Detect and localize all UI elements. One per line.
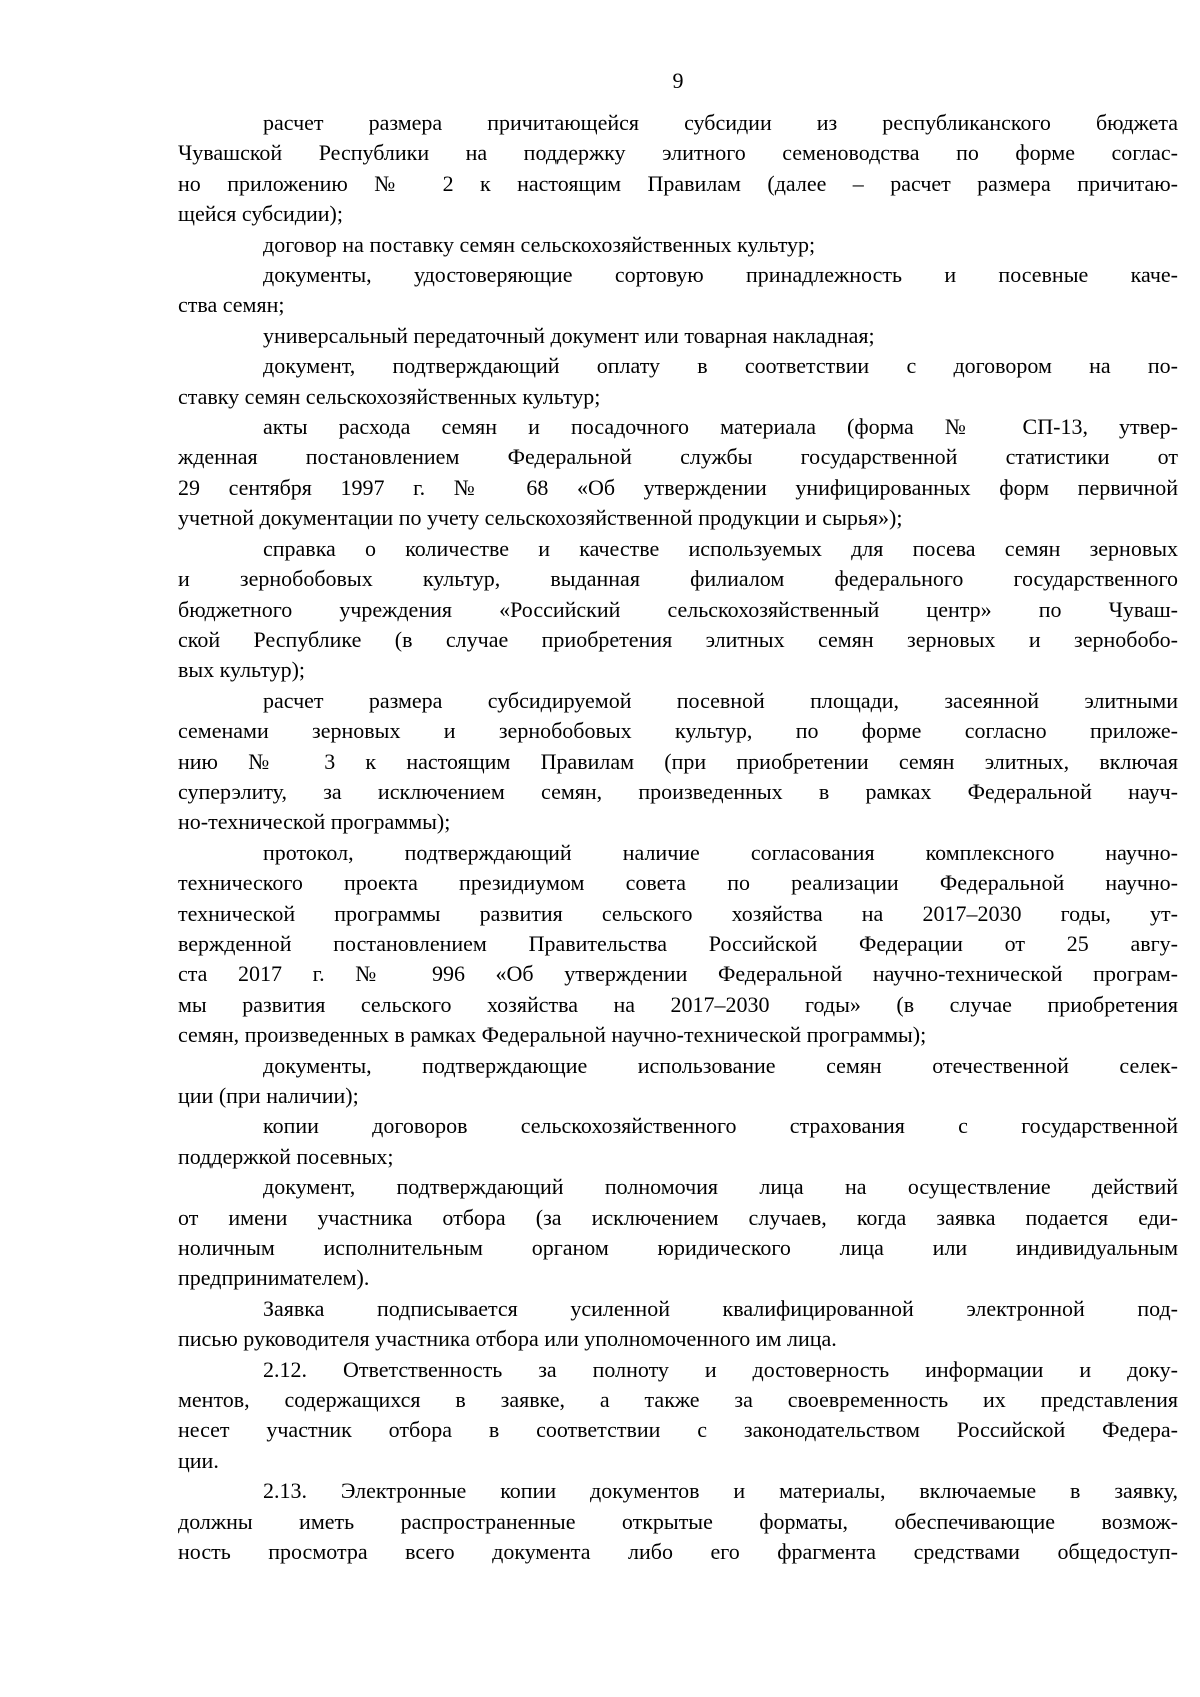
text-line: мы развития сельского хозяйства на 2017–2030 годы» (в случае приобретения <box>178 991 1178 1017</box>
paragraph <box>178 351 1178 412</box>
paragraph <box>178 1476 1178 1567</box>
paragraph <box>178 1172 1178 1294</box>
text-line: и зернобобовых культур, выданная филиалом федерального государственного <box>178 566 1178 592</box>
paragraph <box>178 838 1178 1051</box>
document-content <box>178 66 1178 1568</box>
paragraph <box>178 1111 1178 1172</box>
text-line: поддержкой посевных; <box>178 1143 394 1169</box>
text-line: писью руководителя участника отбора или уполномоченного им лица. <box>178 1326 837 1352</box>
paragraph <box>178 686 1178 838</box>
document-body <box>178 108 1178 1568</box>
text-line: ста 2017 г. № 996 «Об утверждении Федеральной научно-технической програм- <box>178 961 1178 987</box>
text-line: документ, подтверждающий оплату в соответствии с договором на по- <box>263 353 1178 379</box>
text-line: документы, подтверждающие использование семян отечественной селек- <box>263 1052 1178 1078</box>
text-line: вержденной постановлением Правительства Российской Федерации от 25 авгу- <box>178 930 1178 956</box>
text-line: документы, удостоверяющие сортовую принадлежность и посевные каче- <box>263 262 1178 288</box>
text-line: семенами зерновых и зернобобовых культур, по форме согласно приложе- <box>178 718 1178 744</box>
text-line: бюджетного учреждения «Российский сельскохозяйственный центр» по Чуваш- <box>178 596 1178 622</box>
paragraph <box>178 412 1178 534</box>
paragraph <box>178 1355 1178 1477</box>
text-line: щейся субсидии); <box>178 201 343 227</box>
text-line: но-технической программы); <box>178 809 451 835</box>
paragraph <box>178 230 1178 260</box>
paragraph <box>178 108 1178 230</box>
text-line: 2.12. Ответственность за полноту и достоверность информации и доку- <box>263 1356 1178 1382</box>
text-line: протокол, подтверждающий наличие согласования комплексного научно- <box>263 839 1178 865</box>
text-line: расчет размера причитающейся субсидии из республиканского бюджета <box>263 110 1178 135</box>
text-line: семян, произведенных в рамках Федеральной научно-технической программы); <box>178 1022 927 1048</box>
text-line: вых культур); <box>178 657 306 683</box>
page-number: 9 <box>672 68 684 93</box>
text-line: ской Республике (в случае приобретения элитных семян зерновых и зернобобо- <box>178 626 1178 652</box>
text-line: ментов, содержащихся в заявке, а также за своевременность их представления <box>178 1387 1178 1413</box>
text-line: расчет размера субсидируемой посевной площади, засеянной элитными <box>263 687 1178 713</box>
text-line: технического проекта президиумом совета по реализации Федеральной научно- <box>178 870 1178 896</box>
text-line: Чувашской Республики на поддержку элитного семеноводства по форме соглас- <box>178 140 1178 166</box>
text-line: ства семян; <box>178 292 285 318</box>
text-line: ность просмотра всего документа либо его фрагмента средствами общедоступ- <box>178 1539 1178 1565</box>
paragraph <box>178 1294 1178 1355</box>
text-line: справка о количестве и качестве используемых для посева семян зерновых <box>263 535 1178 561</box>
paragraph <box>178 1051 1178 1112</box>
text-line: копии договоров сельскохозяйственного страхования с государственной <box>263 1113 1178 1139</box>
text-line: нию № 3 к настоящим Правилам (при приобретении семян элитных, включая <box>178 748 1178 774</box>
paragraph <box>178 260 1178 321</box>
text-line: несет участник отбора в соответствии с законодательством Российской Федера- <box>178 1417 1178 1443</box>
text-line: ноличным исполнительным органом юридического лица или индивидуальным <box>178 1235 1178 1261</box>
text-line: 2.13. Электронные копии документов и материалы, включаемые в заявку, <box>263 1478 1178 1504</box>
paragraph <box>178 321 1178 351</box>
text-line: ции (при наличии); <box>178 1083 359 1108</box>
text-line: но приложению № 2 к настоящим Правилам (далее – расчет размера причитаю- <box>178 170 1178 196</box>
text-line: ции. <box>178 1447 219 1473</box>
text-line: документ, подтверждающий полномочия лица на осуществление действий <box>263 1174 1178 1200</box>
text-line: жденная постановлением Федеральной службы государственной статистики от <box>178 444 1178 470</box>
text-line: технической программы развития сельского хозяйства на 2017–2030 годы, ут- <box>178 900 1178 926</box>
text-line: предпринимателем). <box>178 1265 370 1291</box>
text-line: суперэлиту, за исключением семян, произведенных в рамках Федеральной науч- <box>178 778 1178 804</box>
text-line: учетной документации по учету сельскохозяйственной продукции и сырья»); <box>178 505 903 531</box>
text-line: 29 сентября 1997 г. № 68 «Об утверждении унифицированных форм первичной <box>178 474 1178 500</box>
text-line: акты расхода семян и посадочного материала (форма № СП-13, утвер- <box>263 414 1178 440</box>
paragraph <box>178 534 1178 686</box>
text-line: договор на поставку семян сельскохозяйственных культур; <box>263 231 816 257</box>
text-line: универсальный передаточный документ или товарная накладная; <box>263 322 875 348</box>
text-line: от имени участника отбора (за исключением случаев, когда заявка подается еди- <box>178 1204 1178 1230</box>
text-line: Заявка подписывается усиленной квалифицированной электронной под- <box>263 1295 1178 1321</box>
text-line: ставку семян сельскохозяйственных культур; <box>178 383 601 409</box>
text-line: должны иметь распространенные открытые форматы, обеспечивающие возмож- <box>178 1508 1178 1534</box>
